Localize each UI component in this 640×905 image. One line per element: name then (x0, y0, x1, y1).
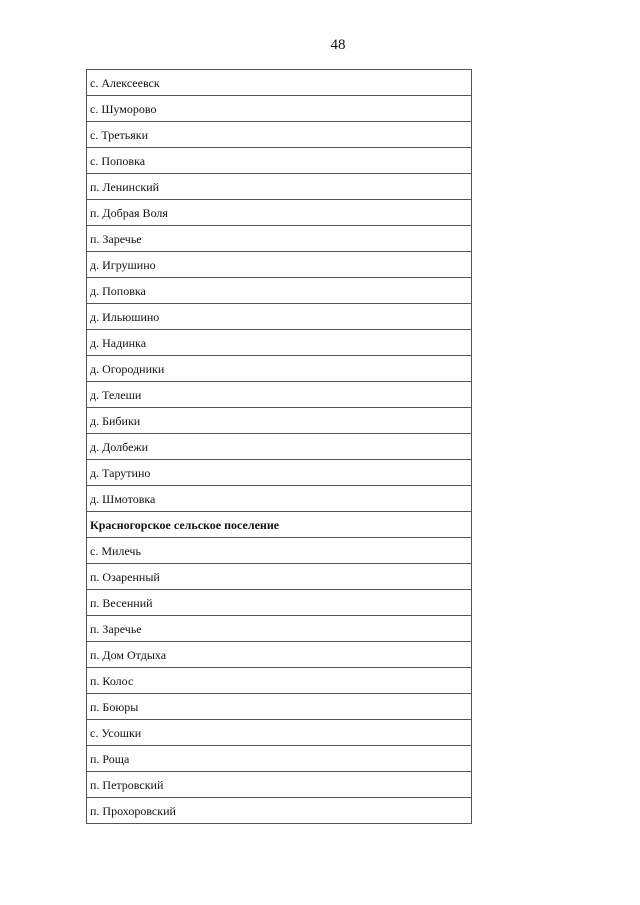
table-row: с. Милечь (87, 538, 471, 564)
table-row: п. Весенний (87, 590, 471, 616)
table-row: п. Прохоровский (87, 798, 471, 824)
table-row: с. Шуморово (87, 96, 471, 122)
table-row: д. Ильюшино (87, 304, 471, 330)
table-row: д. Тарутино (87, 460, 471, 486)
table-row: с. Усошки (87, 720, 471, 746)
table-row: п. Дом Отдыха (87, 642, 471, 668)
table-row: с. Алексеевск (87, 70, 471, 96)
table-row: п. Озаренный (87, 564, 471, 590)
table-row: п. Боюры (87, 694, 471, 720)
table-row: д. Поповка (87, 278, 471, 304)
table-row: с. Третьяки (87, 122, 471, 148)
settlement-table (86, 69, 472, 824)
table-row: п. Добрая Воля (87, 200, 471, 226)
table-row: п. Роща (87, 746, 471, 772)
table-row: д. Телеши (87, 382, 471, 408)
table-row: п. Колос (87, 668, 471, 694)
page-number: 48 (330, 37, 346, 53)
table-row: п. Заречье (87, 616, 471, 642)
table-row: д. Долбежи (87, 434, 471, 460)
table-row: п. Петровский (87, 772, 471, 798)
table-row: д. Игрушино (87, 252, 471, 278)
table-row: п. Заречье (87, 226, 471, 252)
table-row: п. Ленинский (87, 174, 471, 200)
table-row: д. Бибики (87, 408, 471, 434)
table-row: д. Шмотовка (87, 486, 471, 512)
table-row: д. Надинка (87, 330, 471, 356)
table-row: с. Поповка (87, 148, 471, 174)
section-header-row: Красногорское сельское поселение (87, 512, 471, 538)
table-row: д. Огородники (87, 356, 471, 382)
